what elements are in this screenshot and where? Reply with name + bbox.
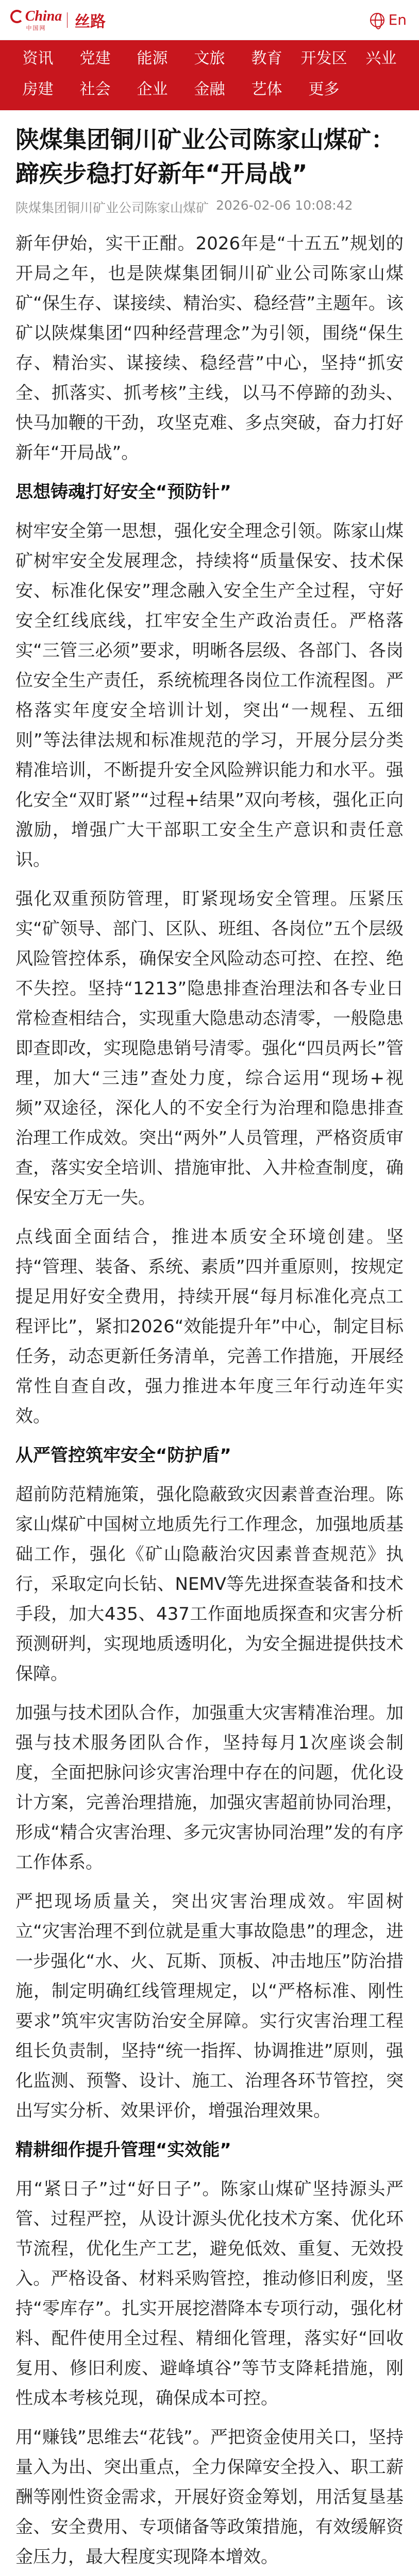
language-label: En (388, 11, 407, 28)
nav-item-news[interactable]: 资讯 (22, 49, 54, 67)
paragraph: 用“赚钱”思维去“花钱”。严把资金使用关口，坚持量入为出、突出重点，全力保障安全投入、职工薪酬等刚性资金需求，开展好资金筹划，用活复垦基金、安全费用、专项储备等政策措施，有效缓解资金压力，最大程度实现降本增效。 (15, 2427, 404, 2567)
nav-item-party[interactable]: 党建 (79, 49, 111, 67)
paragraph: 强化双重预防管理，盯紧现场安全管理。压紧压实“矿领导、部门、区队、班组、各岗位”五个层级风险管控体系，确保安全风险动态可控、在控、绝不失控。坚持“1213”隐患排查治理法和各专业日常检查相结合，实现重大隐患动态清零，一般隐患即查即改，实现隐患销号清零。强化“四员两长”管理，加大“三违”查处力度，综合运用“现场+视频”双途径，深化人的不安全行为治理和隐患排查治理工作成效。突出“两外”人员管理，严格资质审查，落实安全培训、措施审批、入井检查制度，确保安全万无一失。 (15, 889, 404, 1208)
logo-subtitle: 中国网 (26, 24, 46, 31)
paragraph: 加强与技术团队合作，加强重大灾害精准治理。加强与技术服务团队合作，坚持每月1次座谈会制度，全面把脉问诊灾害治理中存在的问题，优化设计方案，完善治理措施，加强灾害超前协同治理，形成“精合灾害治理、多元灾害协同治理”发的有序工作体系。 (15, 1703, 404, 1873)
section-heading: 精耕细作提升管理“实效能” (15, 2140, 231, 2160)
language-switch[interactable] (370, 11, 407, 28)
site-logo[interactable] (12, 8, 60, 32)
nav-item-finance[interactable]: 金融 (194, 80, 225, 98)
section-heading: 思想铸魂打好安全“预防针” (15, 482, 231, 502)
logo-swoosh-icon (10, 10, 24, 23)
nav-item-enterprise[interactable]: 企业 (137, 80, 168, 98)
paragraph: 严把现场质量关，突出灾害治理成效。牢固树立“灾害治理不到位就是重大事故隐患”的理念，进一步强化“水、火、瓦斯、顶板、冲击地压”防治措施，制定明确红线管理规定，以“严格标准、刚性要求”筑牢灾害防治安全屏障。实行灾害治理工程组长负责制，坚持“统一指挥、协调推进”原则，强化监测、预警、设计、施工、治理各环节管控，突出写实分析、效果评价，增强治理效果。 (15, 1891, 404, 2121)
header-divider (67, 12, 68, 28)
nav-item-industry[interactable]: 兴业 (365, 49, 397, 67)
nav-item-arts-sports[interactable]: 艺体 (251, 80, 282, 98)
nav-item-more[interactable]: 更多 (308, 80, 340, 98)
article (0, 110, 419, 2576)
category-nav (0, 40, 419, 110)
article-body (15, 229, 404, 2576)
article-title: 陕煤集团铜川矿业公司陈家山煤矿：蹄疾步稳打好新年“开局战” (15, 126, 395, 188)
article-date: 2026-02-06 10:08:42 (216, 198, 353, 213)
nav-item-energy[interactable]: 能源 (137, 49, 168, 67)
article-meta (15, 198, 404, 216)
nav-item-housing[interactable]: 房建 (22, 80, 54, 98)
nav-item-education[interactable]: 教育 (251, 49, 282, 67)
logo-text: China (25, 8, 62, 24)
paragraph: 点线面全面结合，推进本质安全环境创建。坚持“管理、装备、系统、素质”四并重原则，按规定提足用好安全费用，持续开展“每月标准化亮点工程评比”，紧扣2026“效能提升年”中心，制定目标任务，动态更新任务清单，完善工作措施，开展经常性自查自改，强力推进本年度三年行动连年实效。 (15, 1227, 404, 1427)
section-title[interactable]: 丝路 (75, 12, 106, 31)
nav-item-dev-zone[interactable]: 开发区 (300, 49, 347, 67)
paragraph: 超前防范精施策，强化隐蔽致灾因素普查治理。陈家山煤矿中国树立地质先行工作理念，加强地质基础工作，强化《矿山隐蔽治灾因素普查规范》执行，采取定向长钻、NEMV等先进探查装备和技术手段，加大435、437工作面地质探查和灾害分析预测研判，实现地质透明化，为安全掘进提供技术保障。 (15, 1484, 404, 1684)
paragraph: 用“紧日子”过“好日子”。陈家山煤矿坚持源头严管、过程严控，从设计源头优化技术方案、优化环节流程，优化生产工艺，避免低效、重复、无效投入。严格设备、材料采购管控，推动修旧利废，坚持“零库存”。扎实开展挖潜降本专项行动，强化材料、配件使用全过程、精细化管理，落实好“回收复用、修旧利废、避峰填谷”等节支降耗措施，刚性成本考核兑现，确保成本可控。 (15, 2179, 404, 2409)
globe-icon (370, 13, 384, 27)
paragraph: 树牢安全第一思想，强化安全理念引领。陈家山煤矿树牢安全发展理念，持续将“质量保安、技术保安、标准化保安”理念融入安全生产全过程，守好安全红线底线，扛牢安全生产政治责任。严格落实“三管三必须”要求，明晰各层级、各部门、各岗位安全生产责任，系统梳理各岗位工作流程图。严格落实年度安全培训计划，突出“一规程、五细则”等法律法规和标准规范的学习，开展分层分类精准培训，不断提升安全风险辨识能力和水平。强化安全“双盯紧”“过程+结果”双向考核，强化正向激励，增强广大干部职工安全生产意识和责任意识。 (15, 521, 404, 870)
nav-item-society[interactable]: 社会 (79, 80, 111, 98)
nav-item-culture-travel[interactable]: 文旅 (194, 49, 225, 67)
paragraph: 新年伊始，实干正酣。2026年是“十五五”规划的开局之年，也是陕煤集团铜川矿业公司陈家山煤矿“保生存、谋接续、精治实、稳经营”主题年。该矿以陕煤集团“四种经营理念”为引领，围绕“保生存、精治实、谋接续、稳经营”中心，坚持“抓安全、抓落实、抓考核”主线，以马不停蹄的劲头、快马加鞭的干劲，攻坚克难、多点突破，奋力打好新年“开局战”。 (15, 233, 404, 463)
top-bar (0, 0, 419, 40)
article-source: 陕煤集团铜川矿业公司陈家山煤矿 (15, 200, 209, 215)
section-heading: 从严管控筑牢安全“防护盾” (15, 1445, 231, 1466)
